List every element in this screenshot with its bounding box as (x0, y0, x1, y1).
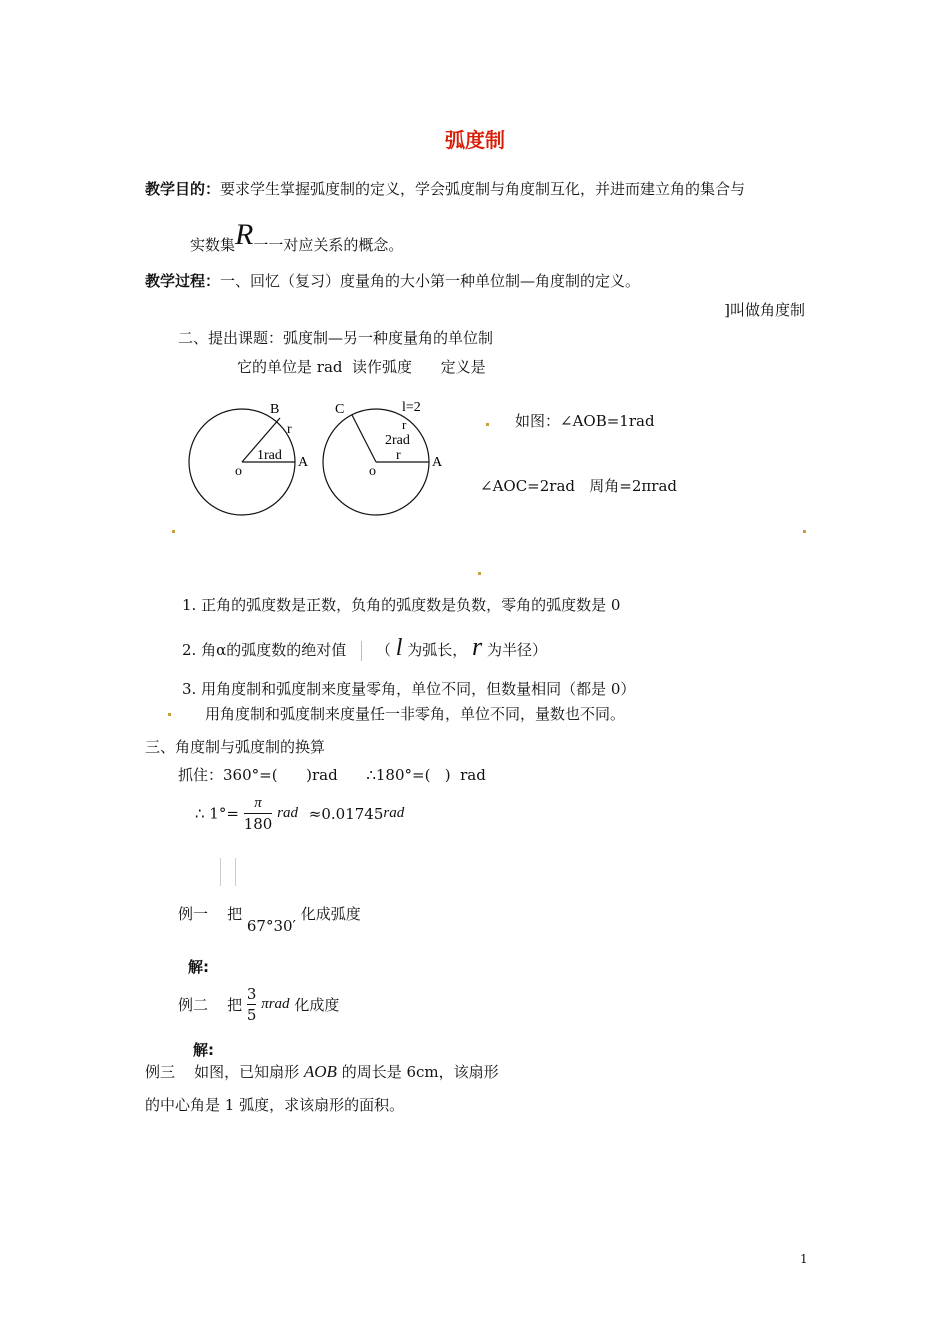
point-2-pre: 2. 角α的弧度数的绝对值 (182, 641, 347, 659)
example-3-post: 的周长是 6cm，该扇形 (341, 1063, 499, 1081)
point-2-mid: 为弧长， (407, 641, 468, 659)
example-3-line1 (145, 1061, 499, 1082)
formula-placeholder (361, 641, 376, 661)
dot-mark (168, 713, 171, 716)
objective-line1 (145, 178, 745, 199)
one-degree-approx-unit: rad (383, 805, 405, 821)
example-1-label: 例一 把 (178, 905, 243, 923)
label-r2: r (396, 448, 401, 463)
fraction-numerator: π (254, 795, 262, 811)
process-line (145, 270, 640, 291)
example-2-label: 例二 把 (178, 996, 243, 1014)
dot-mark (486, 423, 489, 426)
label-arc-l: l=2 (402, 400, 421, 415)
solution-2-label: 解: (193, 1041, 214, 1059)
one-degree-approx: ≈0.01745 (308, 804, 384, 823)
fraction-denominator: 180 (243, 815, 273, 833)
label-1rad: 1rad (257, 448, 282, 463)
dot-mark (803, 530, 806, 533)
point-2 (182, 632, 547, 662)
example-1-value: 67°30′ (246, 917, 296, 935)
label-b: B (270, 402, 280, 417)
process-label: 教学过程： (145, 272, 221, 290)
example-1-post: 化成弧度 (300, 905, 361, 923)
example-1 (178, 903, 361, 935)
label-r-top: r (402, 417, 407, 432)
radius-oc (352, 415, 376, 462)
point-2-post: 为半径） (486, 641, 547, 659)
section3-heading: 三、角度制与弧度制的换算 (145, 738, 326, 756)
figure-caption-2: ∠AOC=2rad 周角=2πrad (480, 477, 677, 495)
fraction-denominator: 5 (246, 1006, 257, 1024)
var-r: r (472, 632, 483, 661)
example-3-line2: 的中心角是 1 弧度，求该扇形的面积。 (145, 1096, 405, 1114)
var-aob: AOB (303, 1062, 337, 1081)
fraction-pi-180 (244, 795, 273, 832)
label-a1: A (298, 455, 309, 470)
label-o1: o (235, 464, 242, 479)
label-2rad: 2rad (385, 433, 410, 448)
circle-aoc (323, 400, 443, 515)
objective-line2 (190, 218, 404, 258)
faint-artifact (220, 858, 236, 886)
grasp-line: 抓住：360°=( )rad ∴180°=( ) rad (178, 766, 486, 784)
point-3a: 3. 用角度制和弧度制来度量零角，单位不同，但数量相同（都是 0） (182, 680, 636, 698)
figure-caption-1: 如图：∠AOB=1rad (515, 412, 655, 430)
radian-figure (180, 395, 470, 525)
page-title: 弧度制 (445, 128, 505, 152)
section2-heading: 二、提出课题：弧度制—另一种度量角的单位制 (178, 329, 494, 347)
label-r1: r (287, 422, 292, 437)
one-degree-pre: ∴ 1°= (195, 804, 239, 823)
point-3b: 用角度制和弧度制来度量任一非零角，单位不同，量数也不同。 (205, 705, 626, 723)
fraction-numerator: 3 (246, 985, 257, 1003)
dot-mark (172, 530, 175, 533)
objective-label: 教学目的： (145, 180, 221, 198)
process-text: 一、回忆（复习）度量角的大小第一种单位制—角度制的定义。 (220, 272, 641, 290)
fraction-3-5 (247, 986, 257, 1023)
page-number: 1 (800, 1252, 808, 1266)
example-2-unit: πrad (261, 996, 290, 1012)
example-3-pre: 例三 如图，已知扇形 (145, 1063, 300, 1081)
objective-line2-pre: 实数集 (190, 236, 236, 254)
one-degree-formula (195, 795, 404, 832)
var-l: l (395, 635, 403, 661)
circle-aob (189, 402, 309, 515)
label-o2: o (369, 464, 376, 479)
set-r: R (235, 218, 254, 251)
dot-mark (478, 572, 481, 575)
label-a2: A (432, 455, 443, 470)
fraction-bar (247, 1004, 257, 1005)
section2-unit-line: 它的单位是 rad 读作弧度 定义是 (237, 358, 486, 376)
one-degree-unit: rad (277, 805, 298, 821)
label-c: C (335, 402, 345, 417)
process-right-note: ]叫做角度制 (724, 301, 805, 319)
point-2-paren: （ (376, 641, 392, 659)
objective-text: 要求学生掌握弧度制的定义，学会弧度制与角度制互化，并进而建立角的集合与 (220, 180, 746, 198)
example-2-post: 化成度 (294, 996, 340, 1014)
objective-line2-post: 一一对应关系的概念。 (253, 236, 404, 254)
point-1: 1. 正角的弧度数是正数，负角的弧度数是负数，零角的弧度数是 0 (182, 596, 621, 614)
solution-1-label: 解: (188, 958, 209, 976)
fraction-bar (244, 813, 273, 814)
example-2 (178, 986, 339, 1023)
